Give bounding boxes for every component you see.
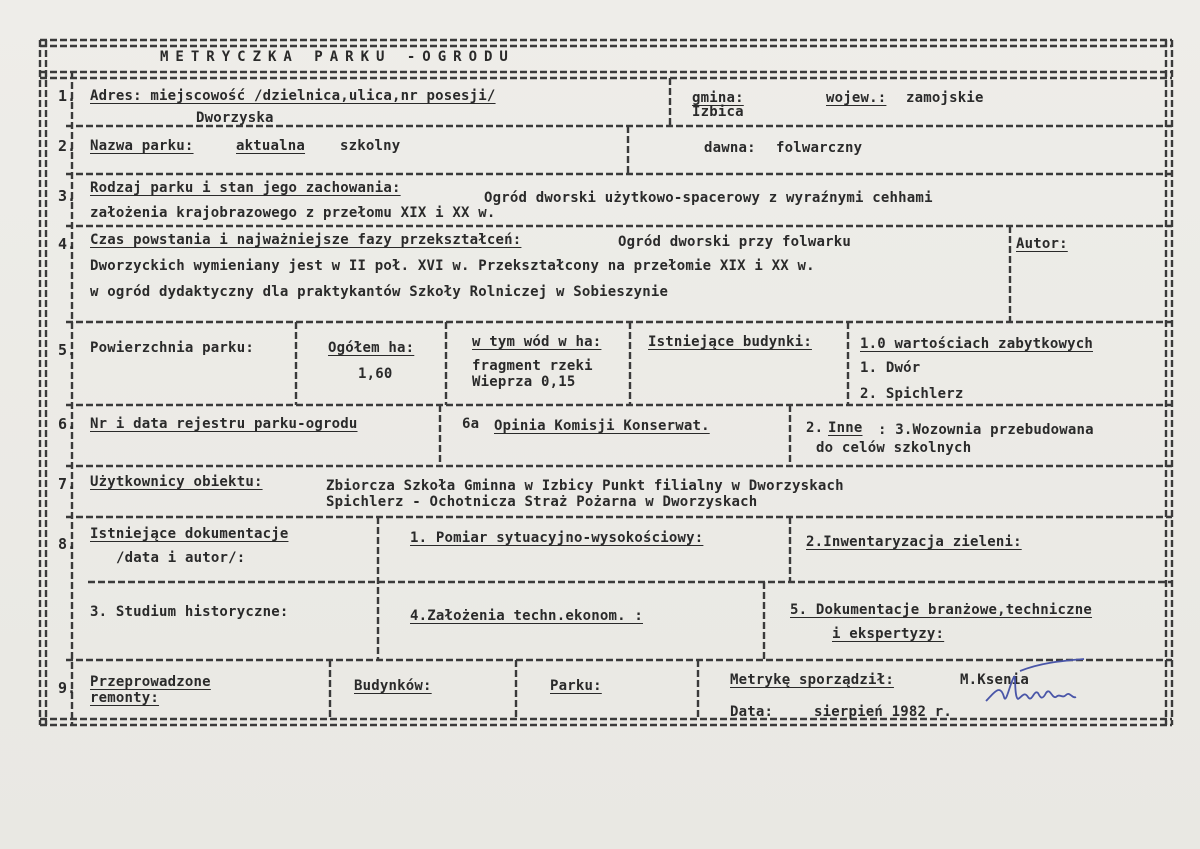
history-value-line2: Dworzyckich wymieniany jest w II poł. XVI w. Przekształcony na przełomie XIX i XX w. [90,258,815,274]
total-area-label: Ogółem ha: [328,340,415,356]
park-type-value-line1: Ogród dworski użytkowo-spacerowy z wyraźnymi cehhami [484,190,933,206]
water-area-value-line1: fragment rzeki [472,358,593,374]
row-number: 2. [58,137,77,155]
row-number: 1. [58,87,77,105]
address-value: Dworzyska [196,110,274,126]
row-number: 6. [58,415,77,433]
record-author-value: M.Ksenia [960,672,1030,688]
users-value-line1: Zbiorcza Szkoła Gminna w Izbicy Punkt filialny w Dworzyskach [326,478,844,494]
users-label: Użytkownicy obiektu: [90,474,263,490]
park-type-label: Rodzaj parku i stan jego zachowania: [90,180,401,196]
doc-item-technical: 5. Dokumentacje branżowe,techniczne [790,602,1093,618]
gmina-label: gmina: [692,90,744,106]
monument-item: 1. Dwór [860,360,921,376]
doc-item-history: 3. Studium historyczne: [90,604,289,620]
current-name-label: aktualna [236,138,306,154]
documentation-sub-label: /data i autor/: [116,550,246,566]
water-area-label: w tym wód w ha: [472,334,602,350]
opinion-label: Opinia Komisji Konserwat. [494,418,710,434]
other-label: Inne [828,420,863,436]
current-name-value: szkolny [340,138,401,154]
documentation-label: Istniejące dokumentacje [90,526,289,542]
history-label: Czas powstania i najważniejsze fazy przekształceń: [90,232,522,248]
former-name-value: folwarczny [776,140,863,156]
park-name-label: Nazwa parku: [90,138,194,154]
renovations-label: Przeprowadzone [90,674,211,690]
row-number: 8. [58,535,77,553]
record-date-label: Data: [730,704,774,720]
row-number: 5. [58,341,77,359]
form-title: METRYCZKA PARKU -OGRODU [160,49,515,65]
record-author-label: Metrykę sporządził: [730,672,894,688]
row-number: 4. [58,235,77,253]
users-value-line2: Spichlerz - Ochotnicza Straż Pożarna w Dworzyskach [326,494,758,510]
row-number: 3. [58,187,77,205]
doc-item-economic: 4.Założenia techn.ekonom. : [410,608,643,624]
row-number: 7. [58,475,77,493]
monument-item: 2. Spichlerz [860,386,964,402]
author-label: Autor: [1016,236,1068,252]
opinion-number: 6a [462,416,480,432]
doc-item-survey: 1. Pomiar sytuacyjno-wysokościowy: [410,530,704,546]
area-label: Powierzchnia parku: [90,340,254,356]
gmina-value: Izbica [692,104,744,120]
history-value-line3: w ogród dydaktyczny dla praktykantów Szkoły Rolniczej w Sobieszynie [90,284,669,300]
renovations-label-cont: remonty: [90,690,160,706]
doc-item-technical-cont: i ekspertyzy: [832,626,945,642]
other-value-line1: : 3.Wozownia przebudowana [878,422,1094,438]
address-label: Adres: miejscowość /dzielnica,ulica,nr posesji/ [90,88,496,104]
existing-buildings-label: Istniejące budynki: [648,334,812,350]
register-label: Nr i data rejestru parku-ogrodu [90,416,358,432]
wojew-label: wojew.: [826,90,887,106]
doc-item-inventory: 2.Inwentaryzacja zieleni: [806,534,1022,550]
renovations-buildings-label: Budynków: [354,678,432,694]
other-value-line2: do celów szkolnych [816,440,972,456]
water-area-value-line2: Wieprza 0,15 [472,374,576,390]
other-number: 2. [806,420,824,436]
total-area-value: 1,60 [358,366,393,382]
park-type-value-line2: założenia krajobrazowego z przełomu XIX i XX w. [90,205,496,221]
monuments-label: 1.0 wartościach zabytkowych [860,336,1093,352]
signature [980,653,1090,715]
history-value-line1: Ogród dworski przy folwarku [618,234,851,250]
former-name-label: dawna: [704,140,756,156]
row-number: 9. [58,679,77,697]
renovations-park-label: Parku: [550,678,602,694]
record-date-value: sierpień 1982 r. [814,704,953,720]
wojew-value: zamojskie [906,90,984,106]
